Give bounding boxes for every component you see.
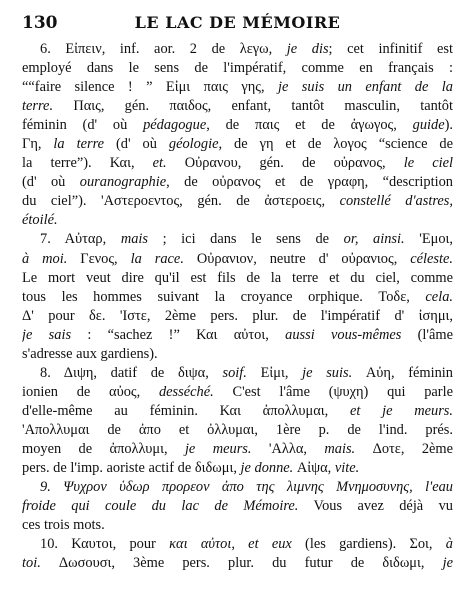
italic-text: mais — [120, 231, 148, 248]
running-title: LE LAC DE MÉMOIRE — [134, 13, 341, 32]
text-line — [22, 269, 453, 288]
text-segment: ““faire silence ! ” Εἰμι παις γης, — [22, 79, 278, 96]
text-segment: (d' où — [22, 174, 80, 191]
text-line — [22, 345, 453, 364]
italic-text: cela. — [425, 288, 453, 305]
text-line — [22, 535, 453, 554]
italic-text: la race. — [130, 250, 184, 267]
text-segment: 8. Διψη, datif de διψα, — [40, 364, 223, 381]
text-segment: Vous avez déjà vu — [298, 498, 453, 515]
text-segment: 'Αλλα, — [251, 440, 325, 457]
italic-text: je dis — [286, 41, 329, 57]
text-segment: du ciel”). 'Αστεροεντος, gén. de ἀστεροεις, — [22, 193, 340, 210]
text-line — [22, 402, 453, 421]
text-segment: Παις, gén. παιδος, enfant, tantôt masculin, tantôt — [53, 98, 453, 115]
text-segment: Le mort veut dire qu'il est fils de la terre et du ciel, comme — [22, 269, 453, 286]
italic-text: ouranographie — [79, 174, 167, 191]
text-segment: moyen de ἀπολλυμι, — [22, 440, 185, 457]
text-segment: , de οὐρανος et de γραφη, “description — [166, 174, 453, 191]
text-segment: Γενος, — [67, 250, 131, 267]
italic-text: guide — [412, 117, 445, 134]
text-segment: C'est l'âme (ψυχη) qui parle — [213, 383, 453, 400]
italic-text: à — [445, 536, 453, 553]
text-line — [22, 211, 453, 230]
text-segment: Εἰμι, — [246, 364, 303, 381]
italic-text: or, ainsi. — [343, 231, 405, 248]
text-line — [22, 40, 453, 59]
text-segment: 7. Αὐταρ, — [40, 231, 121, 248]
text-segment: Δοτε, 2ème — [355, 440, 453, 457]
italic-text: je suis. — [302, 364, 353, 381]
text-segment: , de γη et de λογος “science de — [218, 136, 453, 153]
italic-text: je sais — [22, 326, 72, 343]
text-segment: la terre”). Και, — [22, 155, 153, 172]
text-line — [22, 497, 453, 516]
text-segment: ; cet infinitif est — [328, 41, 453, 57]
text-line — [22, 288, 453, 307]
text-line — [22, 192, 453, 211]
text-segment: ces trois mots. — [22, 517, 105, 534]
text-segment: Δ' pour δε. 'Ιστε, 2ème pers. plur. de l'impératif d' ἰσημι, — [22, 307, 453, 324]
text-line — [22, 326, 453, 345]
italic-text: froide qui coule du lac de Mémoire. — [22, 498, 299, 515]
italic-text: la terre — [53, 136, 105, 153]
text-segment: ionien de αὐος, — [22, 383, 159, 400]
italic-text: je — [442, 555, 453, 572]
text-segment: Δωσουσι, 3ème pers. plur. du futur de διδωμι, — [40, 555, 443, 572]
text-segment: ; ici dans le sens de — [148, 231, 344, 248]
text-segment: ). — [444, 117, 453, 134]
text-line — [22, 516, 453, 535]
text-line — [22, 97, 453, 116]
page-number: 130 — [22, 13, 58, 33]
text-line — [22, 440, 453, 459]
italic-text: soif. — [222, 364, 247, 381]
text-segment: 'Εμοι, — [404, 231, 453, 248]
italic-text: étoilé. — [22, 212, 58, 229]
text-line — [22, 383, 453, 402]
italic-text: vite. — [334, 460, 360, 477]
text-line — [22, 459, 453, 478]
text-line — [22, 554, 453, 573]
italic-text: je meurs. — [184, 440, 252, 457]
text-segment: 6. Εἰπειν, inf. aor. 2 de λεγω, — [40, 41, 287, 57]
text-segment: (d' où — [104, 136, 169, 153]
italic-text: aussi vous-mêmes — [285, 326, 402, 343]
text-segment: Οὐρανου, gén. de οὐρανος, — [166, 155, 404, 172]
text-segment: pers. de l'imp. aoriste actif de διδωμι, — [22, 460, 241, 477]
text-segment: 'Απολλυμαι de ἀπο et ὀλλυμαι, 1ère p. de l'ind. prés. — [22, 421, 453, 438]
italic-text: géologie — [168, 136, 219, 153]
body-text — [22, 40, 453, 573]
text-segment: 10. Καυτοι, pour — [40, 536, 170, 553]
italic-text: à moi. — [22, 250, 68, 267]
text-line — [22, 478, 453, 497]
italic-text: toi. — [22, 555, 41, 572]
text-segment: Γη, — [22, 136, 54, 153]
italic-text: pédagogue — [143, 117, 207, 134]
italic-text: constellé d'astres, — [339, 193, 453, 210]
page-header — [22, 10, 453, 36]
italic-text: l'eau — [425, 479, 453, 496]
text-segment: (l'âme — [401, 326, 453, 343]
italic-text: 9. Ψυχρον ὑδωρ προρεον ἀπο της λιμνης Μνημοσυνης, — [40, 479, 426, 496]
text-segment: s'adresse aux gardiens). — [22, 345, 158, 362]
text-line — [22, 78, 453, 97]
italic-text: και αὐτοι, et eux — [169, 536, 292, 553]
text-line — [22, 116, 453, 135]
text-segment: employé dans le sens de l'impératif, comme en français : — [22, 60, 453, 77]
text-line — [22, 173, 453, 192]
text-line — [22, 250, 453, 269]
text-segment: Αὐη, féminin — [352, 364, 453, 381]
text-segment: (les gardiens). Σοι, — [291, 536, 446, 553]
text-segment: Οὐρανιον, neutre d' οὐρανιος, — [183, 250, 411, 267]
book-page — [22, 10, 453, 594]
text-line — [22, 307, 453, 326]
text-line — [22, 230, 453, 249]
italic-text: je suis un enfant de la — [278, 79, 453, 96]
text-line — [22, 154, 453, 173]
italic-text: et. — [152, 155, 167, 172]
text-line — [22, 364, 453, 383]
text-segment: : “sachez !” Και αὐτοι, — [71, 326, 286, 343]
text-segment: d'elle-même au féminin. Και ἀπολλυμαι, — [22, 402, 350, 419]
italic-text: desséché. — [158, 383, 214, 400]
text-segment: Αἰψα, — [293, 460, 335, 477]
text-line — [22, 421, 453, 440]
italic-text: mais. — [324, 440, 356, 457]
italic-text: je donne. — [240, 460, 294, 477]
italic-text: le ciel — [403, 155, 453, 172]
italic-text: terre. — [22, 98, 54, 115]
text-segment: féminin (d' où — [22, 117, 144, 134]
text-segment: , de παις et de ἀγωγος, — [206, 117, 413, 134]
text-line — [22, 135, 453, 154]
text-segment: tous les hommes suivant la croyance orphique. Τοδε, — [22, 288, 426, 305]
text-line — [22, 59, 453, 78]
italic-text: et je meurs. — [349, 402, 453, 419]
italic-text: céleste. — [410, 250, 453, 267]
